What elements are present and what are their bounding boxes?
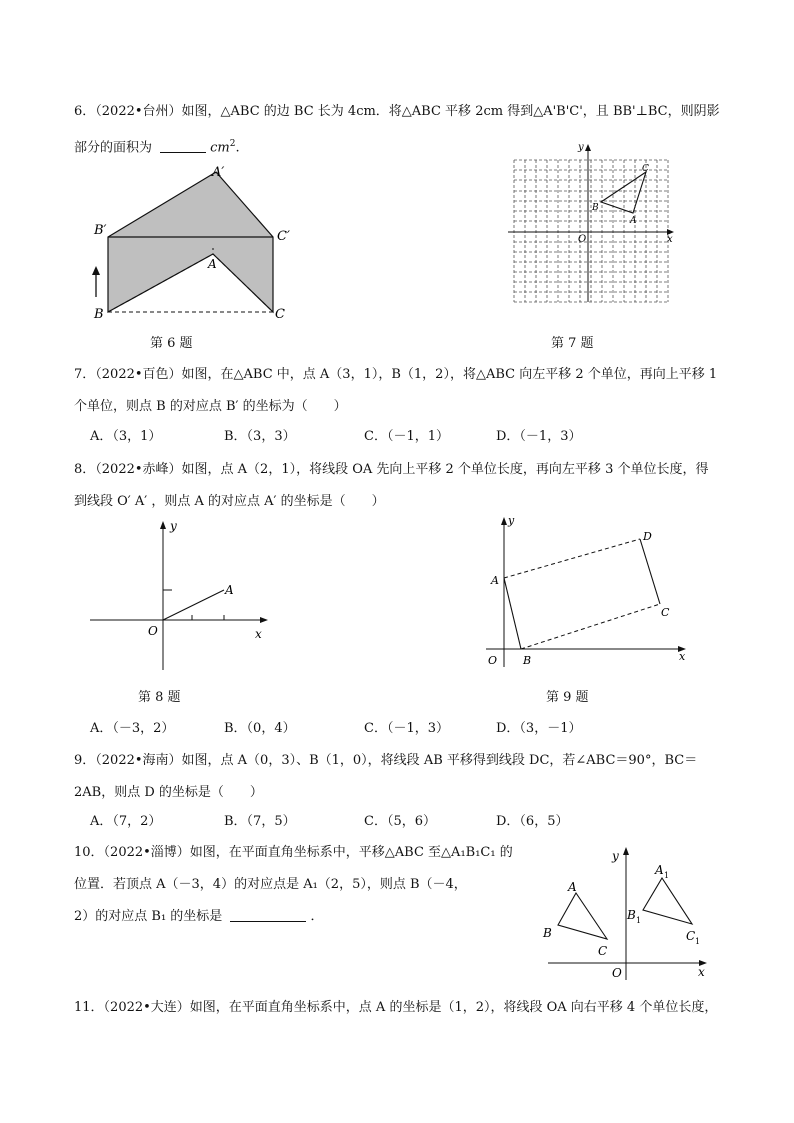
q9-segment-bc: [521, 604, 660, 649]
q7-label-y: y: [578, 142, 584, 153]
q8-option-b[interactable]: B．（0，4）: [224, 721, 296, 736]
q7-label-c: C: [642, 164, 649, 174]
q9-option-d[interactable]: D．（6，5）: [496, 814, 569, 829]
q7-y-arrow-icon: [585, 144, 591, 151]
q10-label-a1-sub: 1: [664, 871, 670, 880]
q9-line1: 9．（2022•海南）如图，点 A（0，3）、B（1，0），将线段 AB 平移得到线段 DC，若∠ABC＝90°，BC＝: [74, 753, 698, 768]
q10-label-y: y: [612, 849, 619, 863]
q8-option-d[interactable]: D．（3，－1）: [496, 721, 582, 736]
q6-label-c: C: [275, 307, 285, 322]
q9-label-d: D: [643, 530, 652, 543]
q10-line3-text: 2）的对应点 B₁ 的坐标是: [74, 909, 223, 924]
q8-segment-oa: [163, 590, 224, 620]
q6-unit-sup: 2: [229, 139, 236, 149]
q7-label-a: A: [630, 216, 637, 226]
q6-answer-blank[interactable]: [160, 138, 206, 153]
q8-label-o: O: [148, 624, 158, 638]
q9-caption: 第 9 题: [546, 690, 589, 705]
q7-label-o: O: [578, 234, 587, 245]
q9-option-b[interactable]: B．（7，5）: [224, 814, 296, 829]
q10-line2: 位置．若顶点 A（－3，4）的对应点是 A₁（2，5），则点 B（－4，: [74, 877, 467, 892]
q7-caption: 第 7 题: [551, 336, 594, 351]
q7-option-b[interactable]: B．（3，3）: [224, 429, 296, 444]
q9-figure: [480, 512, 695, 672]
q8-x-arrow-icon: [260, 617, 268, 623]
q7-figure: [502, 140, 682, 310]
q8-line1: 8．（2022•赤峰）如图，点 A（2，1），将线段 OA 先向上平移 2 个单位长度，再向左平移 3 个单位长度，得: [74, 462, 709, 477]
q8-option-c[interactable]: C．（－1，3）: [364, 721, 449, 736]
q6-period: .: [235, 140, 240, 156]
q6-shaded-region: [108, 172, 273, 312]
q6-arrow-icon: [92, 266, 100, 275]
q10-line1: 10．（2022•淄博）如图，在平面直角坐标系中，平移△ABC 至△A₁B₁C₁ 的: [74, 845, 513, 860]
q10-label-b1: B: [627, 908, 636, 922]
q10-triangle-a1b1c1: [643, 878, 692, 924]
q7-option-a[interactable]: A．（3，1）: [90, 429, 162, 444]
q9-label-y: y: [508, 514, 515, 527]
q10-label-c: C: [598, 944, 608, 958]
q6-caption: 第 6 题: [150, 336, 193, 351]
q10-label-b1-sub: 1: [636, 916, 642, 925]
q8-line2: 到线段 O′ A′ ，则点 A 的对应点 A′ 的坐标是（ ）: [74, 494, 385, 509]
q6-label-a: A: [208, 257, 217, 271]
q9-segment-ad: [504, 539, 640, 578]
q9-label-x: x: [679, 650, 686, 663]
q6-line1: 6．（2022•台州）如图，△ABC 的边 BC 长为 4cm．将△ABC 平移 2cm 得到△A'B'C'，且 BB'⊥BC，则阴影: [74, 104, 720, 119]
q10-period: ．: [310, 909, 324, 924]
q10-answer-blank[interactable]: [230, 907, 306, 922]
q7-option-d[interactable]: D．（－1，3）: [496, 429, 582, 444]
q10-triangle-abc: [558, 893, 607, 939]
q9-label-o: O: [488, 654, 498, 667]
q7-line1: 7．（2022•百色）如图，在△ABC 中，点 A（3，1），B（1，2），将△ABC 向左平移 2 个单位，再向上平移 1: [74, 367, 718, 382]
q11-line1: 11．（2022•大连）如图，在平面直角坐标系中，点 A 的坐标是（1，2），将线段 OA 向右平移 4 个单位长度，: [74, 1000, 718, 1015]
q9-label-c: C: [661, 606, 670, 619]
q10-y-arrow-icon: [623, 847, 629, 855]
q10-label-b: B: [543, 926, 552, 940]
q10-label-c1: C: [686, 929, 696, 943]
q6-label-c-prime: C′: [277, 229, 290, 244]
q7-label-x: x: [667, 234, 673, 245]
q10-label-o: O: [612, 966, 622, 980]
q8-option-a[interactable]: A．（－3，2）: [90, 721, 175, 736]
q10-label-a1: A: [655, 863, 664, 877]
q9-segment-ab: [504, 578, 521, 649]
q8-caption: 第 8 题: [138, 690, 181, 705]
q9-option-a[interactable]: A．（7，2）: [90, 814, 162, 829]
q7-label-b: B: [592, 203, 599, 213]
q7-option-c[interactable]: C．（－1，1）: [364, 429, 449, 444]
q6-label-b-prime: B′: [94, 223, 107, 238]
q10-label-x: x: [698, 965, 705, 979]
q9-line2: 2AB，则点 D 的坐标是（ ）: [74, 785, 263, 800]
q6-line2-text: 部分的面积为: [74, 140, 153, 156]
q9-y-arrow-icon: [501, 517, 507, 525]
q10-figure: [540, 842, 720, 982]
q7-line2: 个单位，则点 B 的对应点 B′ 的坐标为（ ）: [74, 399, 347, 414]
q8-label-a: A: [225, 583, 234, 597]
q6-label-b: B: [94, 307, 104, 322]
q10-label-c1-sub: 1: [695, 937, 701, 946]
q9-option-c[interactable]: C．（5，6）: [364, 814, 436, 829]
q6-unit: cm: [210, 140, 230, 156]
q9-label-b: B: [523, 654, 532, 667]
q8-y-arrow-icon: [160, 521, 166, 529]
q8-figure: [84, 512, 284, 677]
q9-segment-dc: [640, 539, 660, 604]
q8-label-y: y: [170, 519, 177, 533]
q7-grid: [514, 160, 668, 302]
q6-label-a-prime: A′: [212, 165, 225, 180]
q10-line3: [74, 900, 323, 934]
q10-label-a: A: [568, 880, 577, 894]
q8-label-x: x: [255, 627, 262, 641]
q7-triangle: [601, 172, 646, 213]
q9-label-a: A: [491, 574, 499, 587]
q6-figure: [84, 160, 314, 330]
